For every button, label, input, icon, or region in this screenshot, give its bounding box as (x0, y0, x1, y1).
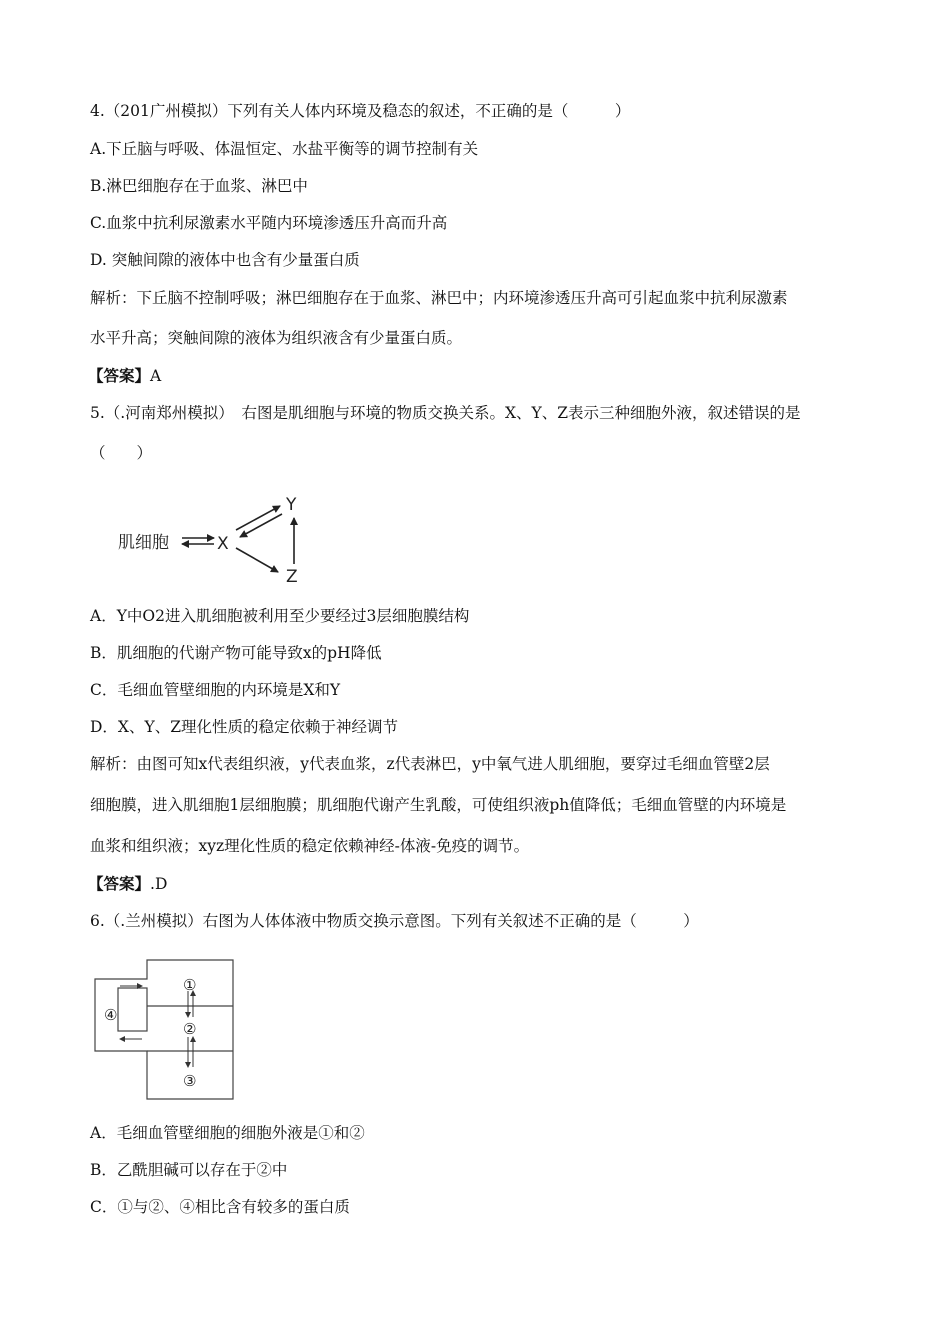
q5-option-d: D．X、Y、Z理化性质的稳定依赖于神经调节 (90, 718, 398, 736)
q5-exchange-diagram (110, 488, 330, 588)
q5-option-c: C．毛细血管壁细胞的内环境是X和Y (90, 681, 341, 699)
q5-answer-value: .D (150, 875, 168, 893)
q6-label-2: ② (183, 1020, 197, 1038)
q4-analysis-line-1: 解析：下丘脑不控制呼吸；淋巴细胞存在于血浆、淋巴中；内环境渗透压升高可引起血浆中抗利尿激素 (90, 289, 788, 307)
q5-arrow-x-to-z (236, 548, 278, 572)
q4-option-d: D. 突触间隙的液体中也含有少量蛋白质 (90, 251, 360, 269)
q5-diagram-y-label: Y (286, 495, 297, 515)
q4-answer-label: 【答案】 (88, 366, 151, 385)
q6-option-c: C．①与②、④相比含有较多的蛋白质 (90, 1198, 350, 1216)
q6-option-a: A．毛细血管壁细胞的细胞外液是①和② (90, 1124, 365, 1142)
q4-answer (88, 366, 161, 386)
q5-option-b: B．肌细胞的代谢产物可能导致x的pH降低 (90, 644, 382, 662)
q5-diagram-z-label: Z (286, 567, 298, 587)
q6-option-b: B．乙酰胆碱可以存在于②中 (90, 1161, 288, 1179)
q5-diagram-x-label: X (217, 534, 229, 554)
q4-analysis-line-2: 水平升高；突触间隙的液体为组织液含有少量蛋白质。 (90, 329, 463, 347)
q4-stem: 4.（201广州模拟）下列有关人体内环境及稳态的叙述，不正确的是（ ） (90, 102, 631, 120)
q5-analysis-line-2: 细胞膜，进入肌细胞1层细胞膜；肌细胞代谢产生乳酸，可使组织液ph值降低；毛细血管壁的内环境是 (90, 796, 787, 814)
q5-analysis-line-1: 解析：由图可知x代表组织液，y代表血浆，z代表淋巴，y中氧气进人肌细胞，要穿过毛细血管壁2层 (90, 755, 770, 773)
q6-inner-box (118, 988, 147, 1031)
q5-answer-label: 【答案】 (88, 874, 151, 893)
q6-fluid-exchange-diagram (90, 955, 240, 1105)
q6-label-3: ③ (183, 1072, 197, 1090)
q6-stem: 6.（.兰州模拟）右图为人体体液中物质交换示意图。下列有关叙述不正确的是（ ） (90, 912, 699, 930)
q5-option-a: A．Y中O2进入肌细胞被利用至少要经过3层细胞膜结构 (90, 607, 470, 625)
q6-outer-outline (95, 960, 233, 1099)
q5-stem: 5.（.河南郑州模拟） 右图是肌细胞与环境的物质交换关系。X、Y、Z表示三种细胞外液，叙述错误的是 (90, 404, 801, 422)
q5-answer (88, 874, 167, 894)
q5-analysis-line-3: 血浆和组织液；xyz理化性质的稳定依赖神经-体液-免疫的调节。 (90, 837, 530, 855)
q6-label-4: ④ (104, 1006, 118, 1024)
q4-option-a: A.下丘脑与呼吸、体温恒定、水盐平衡等的调节控制有关 (90, 140, 479, 158)
q5-arrow-y-to-x (240, 514, 282, 537)
q4-answer-value: A (150, 367, 162, 385)
q4-option-c: C.血浆中抗利尿激素水平随内环境渗透压升高而升高 (90, 214, 448, 232)
q5-diagram-cell-label: 肌细胞 (118, 533, 169, 553)
q6-label-1: ① (183, 976, 197, 994)
q5-stem-paren: （ ） (90, 444, 153, 462)
q4-option-b: B.淋巴细胞存在于血浆、淋巴中 (90, 177, 308, 195)
